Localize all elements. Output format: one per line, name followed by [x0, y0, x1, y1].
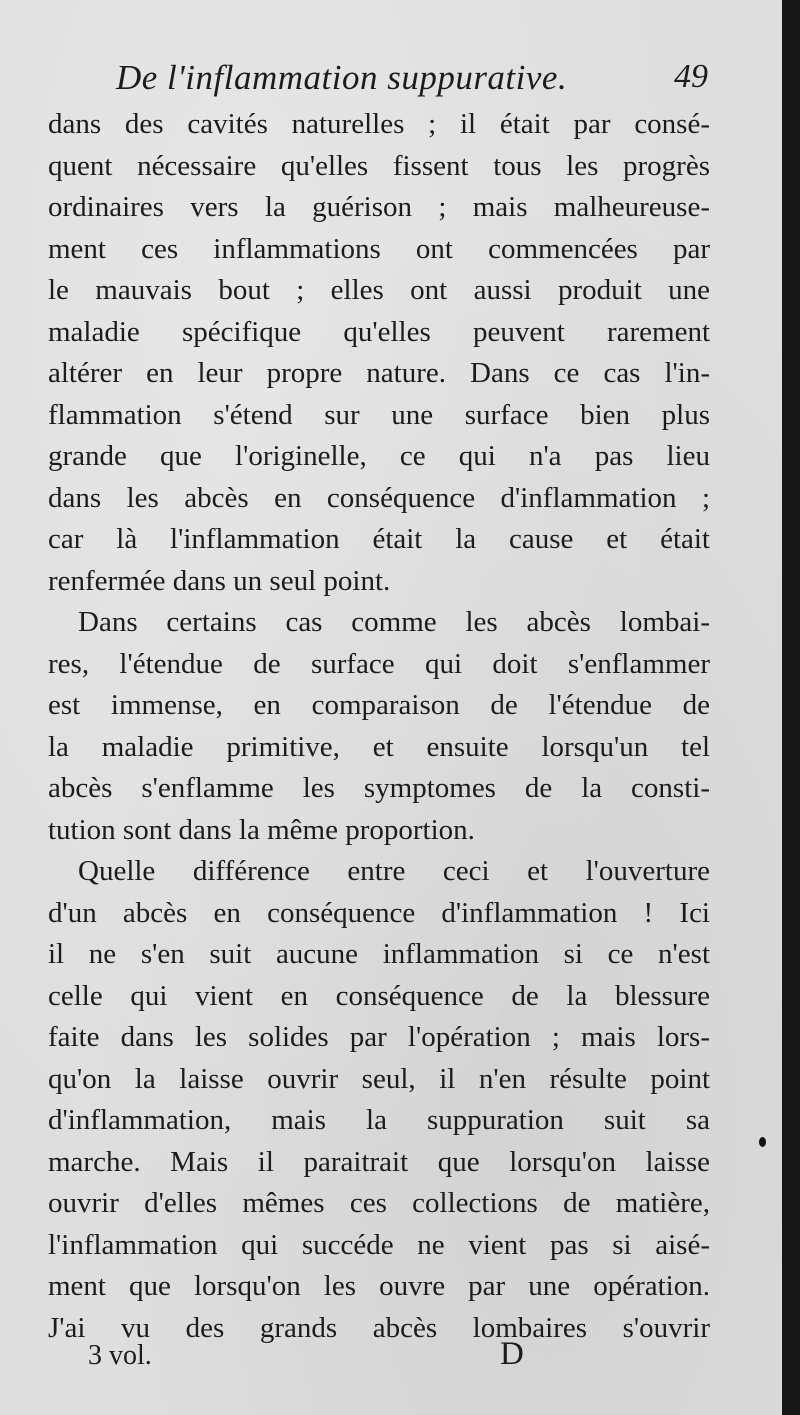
text-line: ment ces inflammations ont commencées par — [48, 232, 710, 265]
text-line: d'inflammation, mais la suppuration suit sa — [48, 1104, 710, 1136]
text-line: abcès s'enflamme les symptomes de la consti- — [48, 772, 710, 804]
text-line: tution sont dans la même proportion. — [48, 813, 475, 846]
text-line: quent nécessaire qu'elles fissent tous les progrès — [48, 149, 710, 182]
text-line: marche. Mais il paraitrait que lorsqu'on laisse — [48, 1145, 710, 1178]
page-footer — [48, 1336, 710, 1386]
text-line: la maladie primitive, et ensuite lorsqu'un tel — [48, 730, 710, 763]
page-header — [48, 52, 710, 102]
text-line: le mauvais bout ; elles ont aussi produit une — [48, 274, 710, 306]
text-line: renfermée dans un seul point. — [48, 564, 391, 597]
text-line: Dans certains cas comme les abcès lombai- — [78, 606, 710, 638]
text-line: maladie spécifique qu'elles peuvent rarement — [48, 315, 710, 348]
gathering-letter: D — [500, 1336, 524, 1372]
text-line: celle qui vient en conséquence de la blessure — [48, 979, 710, 1012]
paragraph-1 — [48, 104, 710, 602]
text-line: ouvrir d'elles mêmes ces collections de matière, — [48, 1187, 710, 1219]
text-line: dans les abcès en conséquence d'inflammation ; — [48, 481, 710, 514]
text-line: qu'on la laisse ouvrir seul, il n'en résulte point — [48, 1062, 710, 1095]
paragraph-2 — [48, 602, 710, 851]
text-line: Quelle différence entre ceci et l'ouverture — [78, 855, 710, 887]
text-line: l'inflammation qui succéde ne vient pas si aisé- — [48, 1228, 710, 1261]
body-text — [48, 104, 710, 1349]
text-line: J'ai vu des grands abcès lombaires s'ouvrir — [48, 1311, 710, 1344]
text-line: est immense, en comparaison de l'étendue de — [48, 689, 710, 721]
text-line: flammation s'étend sur une surface bien plus — [48, 398, 710, 431]
text-line: res, l'étendue de surface qui doit s'enflammer — [48, 647, 710, 680]
page-number: 49 — [674, 58, 708, 95]
text-line: il ne s'en suit aucune inflammation si ce n'est — [48, 938, 710, 970]
scan-border — [782, 0, 800, 1415]
paragraph-3 — [48, 851, 710, 1349]
text-line: altérer en leur propre nature. Dans ce cas l'in- — [48, 357, 710, 389]
text-line: dans des cavités naturelles ; il était par consé- — [48, 108, 710, 140]
text-line: grande que l'originelle, ce qui n'a pas lieu — [48, 440, 710, 472]
volume-signature: 3 vol. — [88, 1340, 152, 1371]
text-line: car là l'inflammation était la cause et était — [48, 523, 710, 555]
ink-speck — [759, 1137, 766, 1147]
text-line: d'un abcès en conséquence d'inflammation ! Ici — [48, 896, 710, 929]
running-title: De l'inflammation suppurative. — [116, 58, 568, 97]
text-line: ordinaires vers la guérison ; mais malheureuse- — [48, 191, 710, 223]
text-line: faite dans les solides par l'opération ; mais lors- — [48, 1021, 710, 1053]
text-line: ment que lorsqu'on les ouvre par une opération. — [48, 1270, 710, 1302]
